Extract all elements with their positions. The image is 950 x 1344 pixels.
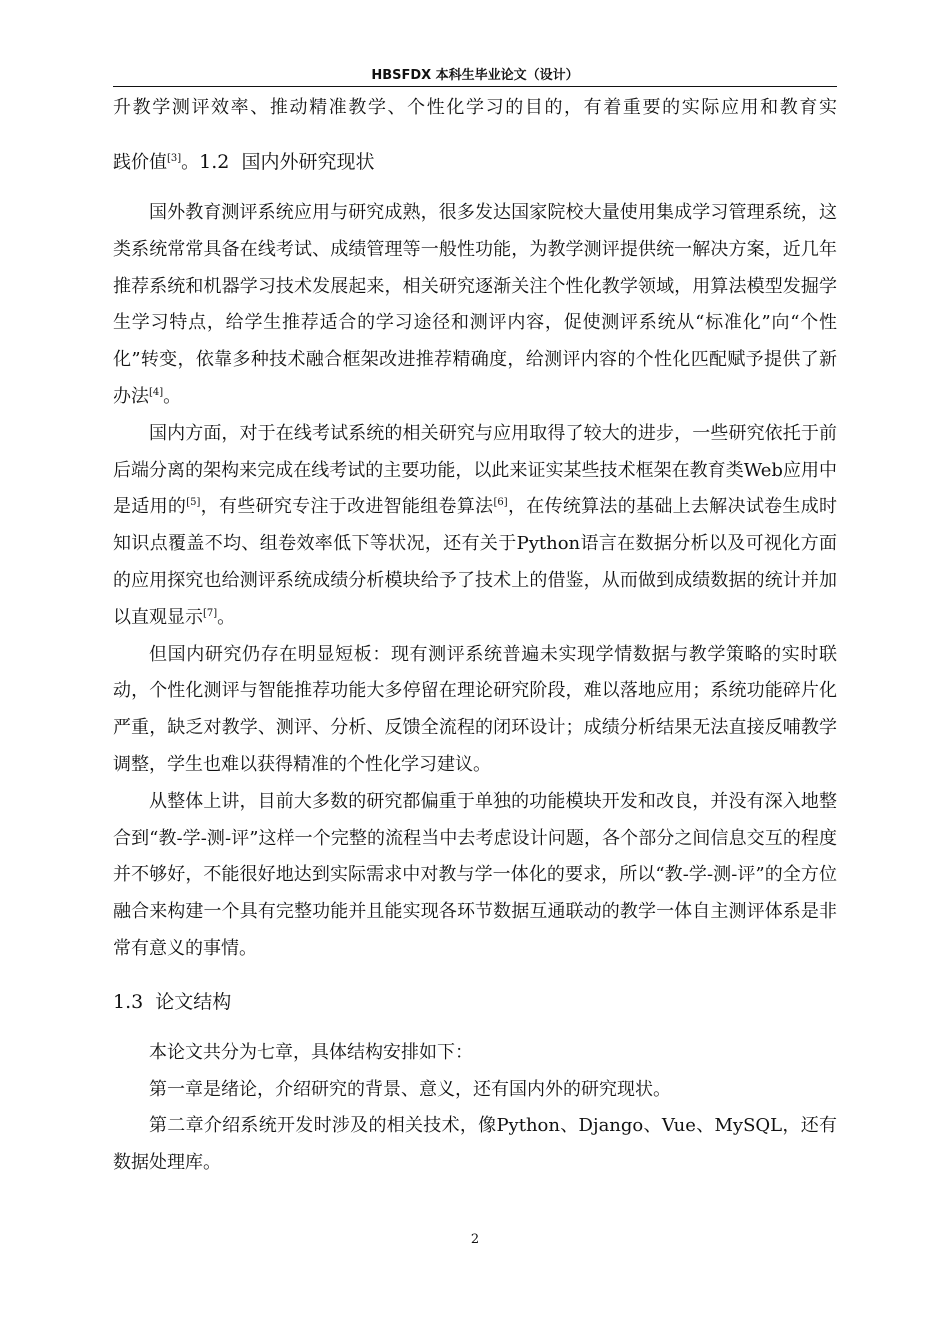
citation-5: [5] xyxy=(186,497,201,509)
section-number: 1.2 xyxy=(199,151,230,173)
continuation-punct: 。 xyxy=(181,152,200,173)
citation-3: [3] xyxy=(167,153,182,164)
continuation-line-2 xyxy=(113,144,837,181)
paragraph-foreign-research xyxy=(113,195,837,416)
paragraph-shortcomings: 但国内研究仍存在明显短板：现有测评系统普遍未实现学情数据与教学策略的实时联动，个性化测评与智能推荐功能大多停留在理论研究阶段，难以落地应用；系统功能碎片化严重，缺乏对教学、测评、分析、反馈全流程的闭环设计；成绩分析结果无法直接反哺教学调整，学生也难以获得精准的个性化学习建议。 xyxy=(113,643,837,775)
continuation-text: 践价值 xyxy=(113,152,167,173)
paragraph-text: ，有些研究专注于改进智能组卷算法 xyxy=(200,496,494,518)
paragraph-end: 。 xyxy=(217,606,236,628)
paragraph-chapter-1: 第一章是绪论，介绍研究的背景、意义，还有国内外的研究现状。 xyxy=(149,1078,671,1100)
section-heading-1-3 xyxy=(113,984,837,1021)
section-title: 国内外研究现状 xyxy=(241,151,375,173)
paragraph-text: ，在传统算法的基础上去解决试卷生成时知识点覆盖不均、组卷效率低下等状况，还有关于Python语言在数据分析以及可视化方面的应用探究也给测评系统成绩分析模块给予了技术上的借鉴，从而做到成绩数据的统计并加以直观显示 xyxy=(113,496,838,628)
paragraph-summary: 从整体上讲，目前大多数的研究都偏重于单独的功能模块开发和改良，并没有深入地整合到“教-学-测-评”这样一个完整的流程当中去考虑设计问题，各个部分之间信息交互的程度并不够好，不能很好地达到实际需求中对教与学一体化的要求，所以“教-学-测-评”的全方位融合来构建一个具有完整功能并且能实现各环节数据互通联动的教学一体自主测评体系是非常有意义的事情。 xyxy=(113,790,837,959)
citation-4: [4] xyxy=(149,386,164,398)
paragraph-text: 国内方面，对于在线考试系统的相关研究与应用取得了较大的进步，一些研究依托于前后端分离的架构来完成在线考试的主要功能，以此来证实某些技术框架在教育类Web应用中是适用的 xyxy=(113,422,837,518)
paragraph-end: 。 xyxy=(163,385,182,407)
citation-6: [6] xyxy=(493,497,508,509)
section-title: 论文结构 xyxy=(155,990,232,1013)
paragraph-chapter-2: 第二章介绍系统开发时涉及的相关技术，像Python、Django、Vue、MySQL，还有数据处理库。 xyxy=(113,1115,837,1174)
paragraph-text: 国外教育测评系统应用与研究成熟，很多发达国家院校大量使用集成学习管理系统，这类系统常常具备在线考试、成绩管理等一般性功能，为教学测评提供统一解决方案，近几年推荐系统和机器学习技术发展起来，相关研究逐渐关注个性化教学领域，用算法模型发掘学生学习特点，给学生推荐适合的学习途径和测评内容，促使测评系统从“标准化”向“个性化”转变，依靠多种技术融合框架改进推荐精确度，给测评内容的个性化匹配赋予提供了新办法 xyxy=(113,202,837,407)
page-body xyxy=(113,90,837,1182)
section-heading-1-2 xyxy=(199,151,374,173)
citation-7: [7] xyxy=(203,607,218,619)
paragraph-domestic-research xyxy=(113,416,837,637)
continuation-line: 升教学测评效率、推动精准教学、个性化学习的目的，有着重要的实际应用和教育实 xyxy=(113,97,837,118)
paragraph-structure-intro: 本论文共分为七章，具体结构安排如下： xyxy=(149,1041,473,1063)
running-header: HBSFDX 本科生毕业论文（设计） xyxy=(113,66,837,87)
section-number: 1.3 xyxy=(113,990,144,1013)
page-number: 2 xyxy=(470,1232,480,1247)
